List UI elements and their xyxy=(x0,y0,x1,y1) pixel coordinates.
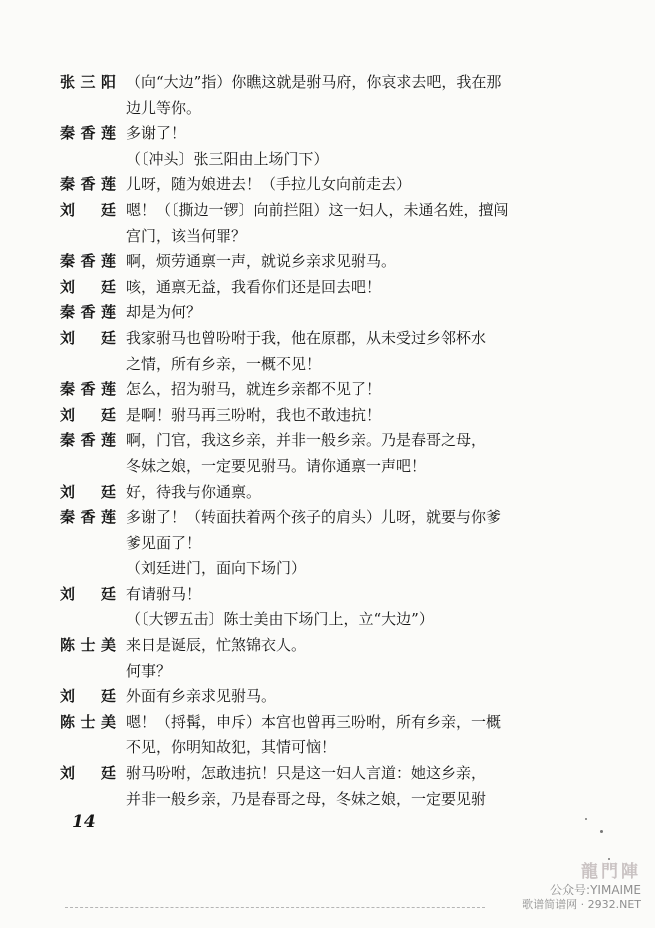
script-line xyxy=(60,556,560,582)
speaker-name: 张三阳 xyxy=(60,73,116,91)
dialogue-text: 却是为何？ xyxy=(126,303,202,322)
speaker-name: 秦香莲 xyxy=(60,431,116,450)
speaker-name: 刘廷 xyxy=(60,764,116,783)
dialogue-text: 咳，通禀无益，我看你们还是回去吧！ xyxy=(126,277,382,296)
dialogue-text: 多谢了！ xyxy=(126,124,187,143)
script-line xyxy=(60,198,560,224)
dialogue-text: 啊，门官，我这乡亲，并非一般乡亲。乃是春哥之母， xyxy=(126,431,487,450)
script-line xyxy=(60,582,560,608)
speaker-name: 刘廷 xyxy=(60,584,116,603)
script-line xyxy=(60,326,560,352)
script-line xyxy=(60,659,560,685)
script-line xyxy=(60,505,560,531)
script-line xyxy=(60,147,560,173)
dialogue-text: 冬妹之娘，一定要见驸马。请你通禀一声吧！ xyxy=(126,456,427,475)
dialogue-text: 嗯！（捋髯，申斥）本宫也曾再三吩咐，所有乡亲，一概 xyxy=(126,712,502,731)
script-line xyxy=(60,352,560,378)
speaker-name: 秦香莲 xyxy=(60,380,116,399)
speaker-name: 刘廷 xyxy=(60,405,116,424)
script-line xyxy=(60,480,560,506)
watermark-site: 歌谱简谱网 · 2932.NET xyxy=(522,898,641,911)
speaker-name: 陈士美 xyxy=(60,712,116,731)
script-line xyxy=(60,224,560,250)
speaker-name: 秦香莲 xyxy=(60,124,116,143)
watermark-account: 公众号:YIMAIME xyxy=(550,883,641,897)
script-body xyxy=(60,70,560,812)
scan-speck xyxy=(608,858,610,860)
dialogue-text: 边儿等你。 xyxy=(126,98,202,117)
page-number: 14 xyxy=(72,812,96,832)
dialogue-text: 怎么，招为驸马，就连乡亲都不见了！ xyxy=(126,380,382,399)
speaker-name: 刘廷 xyxy=(60,687,116,706)
script-line xyxy=(60,531,560,557)
script-line xyxy=(60,172,560,198)
dialogue-text: 外面有乡亲求见驸马。 xyxy=(126,687,277,706)
script-line xyxy=(60,735,560,761)
speaker-name: 秦香莲 xyxy=(60,303,116,322)
script-line xyxy=(60,70,560,96)
dialogue-text: 宫门，该当何罪？ xyxy=(126,226,247,245)
watermark-logo: 龍門陣 xyxy=(581,862,641,882)
script-line xyxy=(60,454,560,480)
dialogue-text: 我家驸马也曾吩咐于我，他在原郡，从未受过乡邻杯水 xyxy=(126,328,487,347)
stage-direction: （〔大锣五击〕陈士美由下场门上，立“大边”） xyxy=(126,610,434,629)
script-line xyxy=(60,761,560,787)
script-line xyxy=(60,710,560,736)
script-line xyxy=(60,607,560,633)
dialogue-text: 儿呀，随为娘进去！（手拉儿女向前走去） xyxy=(126,175,412,194)
script-line xyxy=(60,684,560,710)
scan-speck xyxy=(585,818,587,820)
speaker-name: 陈士美 xyxy=(60,636,116,655)
dialogue-text: 好，待我与你通禀。 xyxy=(126,482,262,501)
speaker-name: 秦香莲 xyxy=(60,508,116,527)
script-line xyxy=(60,377,560,403)
dialogue-text: 是啊！驸马再三吩咐，我也不敢违抗！ xyxy=(126,405,382,424)
stage-direction: （刘廷进门，面向下场门） xyxy=(126,559,307,578)
dialogue-text: 来日是诞辰，忙煞锦衣人。 xyxy=(126,636,307,655)
script-line xyxy=(60,300,560,326)
speaker-name: 刘廷 xyxy=(60,482,116,501)
script-line xyxy=(60,787,560,813)
dialogue-text: 有请驸马！ xyxy=(126,584,202,603)
speaker-name: 刘廷 xyxy=(60,200,116,219)
speaker-name: 秦香莲 xyxy=(60,252,116,271)
dialogue-text: 何事？ xyxy=(126,661,172,680)
scan-speck xyxy=(600,830,603,833)
script-line xyxy=(60,249,560,275)
script-line xyxy=(60,121,560,147)
dialogue-text: 驸马吩咐，怎敢违抗！只是这一妇人言道：她这乡亲， xyxy=(126,764,487,783)
dialogue-text: 不见，你明知故犯，其情可恼！ xyxy=(126,738,337,757)
script-line xyxy=(60,96,560,122)
script-line xyxy=(60,275,560,301)
script-line xyxy=(60,403,560,429)
dialogue-text: 啊，烦劳通禀一声，就说乡亲求见驸马。 xyxy=(126,252,397,271)
scan-artifact-line xyxy=(65,907,485,908)
script-line xyxy=(60,428,560,454)
speaker-name: 刘廷 xyxy=(60,277,116,296)
speaker-name: 刘廷 xyxy=(60,328,116,347)
dialogue-text: （向“大边”指）你瞧这就是驸马府，你哀求去吧，我在那 xyxy=(126,73,502,91)
watermark xyxy=(522,862,641,912)
dialogue-text: 并非一般乡亲，乃是春哥之母，冬妹之娘，一定要见驸 xyxy=(126,789,487,808)
script-line xyxy=(60,633,560,659)
dialogue-text: 爹见面了！ xyxy=(126,533,202,552)
speaker-name: 秦香莲 xyxy=(60,175,116,194)
dialogue-text: 嗯！（〔撕边一锣〕向前拦阻）这一妇人，未通名姓，擅闯 xyxy=(126,200,509,219)
dialogue-text: 多谢了！（转面扶着两个孩子的肩头）儿呀，就要与你爹 xyxy=(126,508,502,527)
dialogue-text: 之情，所有乡亲，一概不见！ xyxy=(126,354,322,373)
stage-direction: （〔冲头〕张三阳由上场门下） xyxy=(126,149,329,168)
